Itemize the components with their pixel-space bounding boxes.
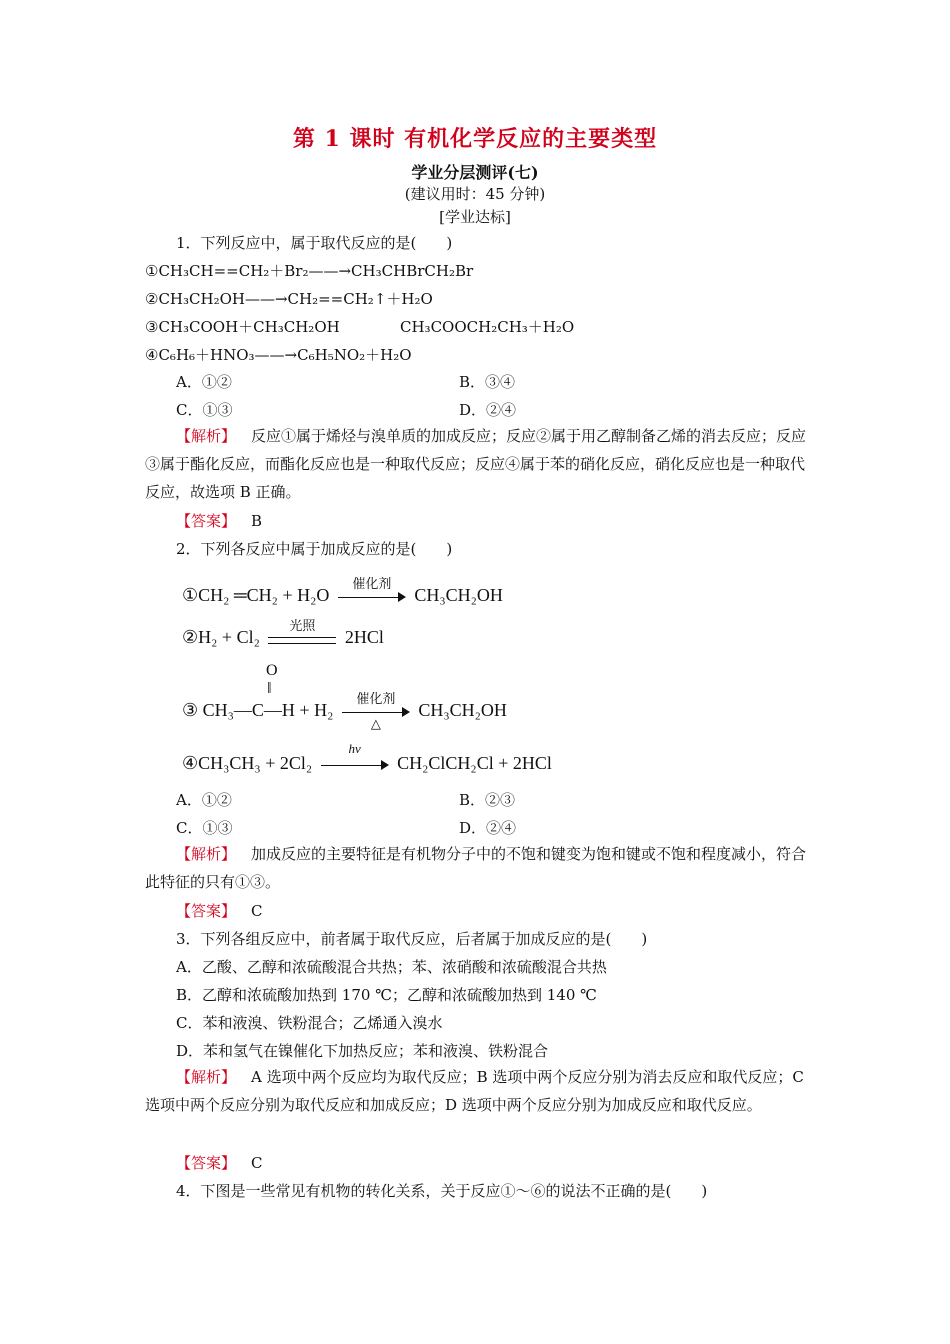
q3-answer	[176, 1152, 263, 1173]
q2-option-b: B．②③	[459, 791, 516, 809]
eq3-right: CH₃CH₂OH	[418, 700, 507, 720]
q3-stem: 3．下列各组反应中，前者属于取代反应，后者属于加成反应的是( )	[176, 930, 648, 948]
q1-reaction-2: ②CH₃CH₂OH——→CH₂==CH₂↑＋H₂O	[145, 290, 433, 308]
q2-equation-2	[182, 618, 384, 649]
q1-answer	[176, 510, 262, 531]
q2-equation-4	[182, 740, 552, 775]
eq1-catalyst: 催化剂	[352, 576, 392, 592]
eq1-left: ①CH₂ ═CH₂ + H₂O	[182, 585, 330, 605]
eq2-left: ②H₂ + Cl₂	[182, 627, 260, 647]
q1-reaction-1: ①CH₃CH==CH₂＋Br₂——→CH₃CHBrCH₂Br	[145, 262, 474, 280]
eq2-double-line	[268, 618, 336, 649]
eq1-arrow	[338, 576, 406, 607]
answer-tag: 【答案】	[176, 902, 237, 920]
analysis-text: A 选项中两个反应均为取代反应；B 选项中两个反应分别为消去反应和取代反应；C 选项中两个反应分别为取代反应和加成反应；D 选项中两个反应分别为加成反应和取代反应。	[145, 1068, 804, 1114]
q2-stem: 2．下列各反应中属于加成反应的是( )	[176, 540, 453, 558]
eq3-double-bond: ‖	[267, 680, 272, 697]
q1-reaction-3-left: ③CH₃COOH＋CH₃CH₂OH	[145, 318, 340, 336]
q3-option-d: D．苯和氢气在镍催化下加热反应；苯和液溴、铁粉混合	[176, 1042, 549, 1060]
q1-reaction-4: ④C₆H₆＋HNO₃——→C₆H₅NO₂＋H₂O	[145, 346, 412, 364]
answer-tag: 【答案】	[176, 1154, 237, 1172]
page-subtitle: 学业分层测评(七)	[411, 163, 539, 182]
q2-option-c: C．①③	[176, 819, 233, 837]
analysis-tag: 【解析】	[176, 427, 237, 445]
q1-option-b: B．③④	[459, 373, 516, 391]
eq3-catalyst: 催化剂	[356, 691, 396, 707]
analysis-text: 反应①属于烯烃与溴单质的加成反应；反应②属于用乙醇制备乙烯的消去反应；反应③属于酯化反应，而酯化反应也是一种取代反应；反应④属于苯的硝化反应，硝化反应也是一种取代反应，故选项 B 正确。	[145, 427, 807, 501]
eq2-condition: 光照	[289, 618, 316, 634]
q4-stem: 4．下图是一些常见有机物的转化关系，关于反应①～⑥的说法不正确的是( )	[176, 1182, 708, 1200]
eq4-left: ④CH₃CH₃ + 2Cl₂	[182, 753, 313, 773]
q2-option-d: D．②④	[459, 819, 517, 837]
eq3-left: ③ CH₃—C—H + H₂	[182, 700, 334, 720]
answer-tag: 【答案】	[176, 512, 237, 530]
analysis-text: 加成反应的主要特征是有机物分子中的不饱和键变为饱和键或不饱和程度减小，符合此特征的只有①③。	[145, 845, 807, 891]
q1-option-c: C．①③	[176, 401, 233, 419]
time-hint: (建议用时：45 分钟)	[404, 185, 546, 203]
analysis-tag: 【解析】	[176, 1068, 237, 1086]
section-heading: [学业达标]	[439, 208, 511, 226]
q1-option-d: D．②④	[459, 401, 517, 419]
analysis-tag: 【解析】	[176, 845, 237, 863]
answer-value: B	[251, 512, 263, 530]
q3-analysis	[145, 1063, 810, 1119]
eq3-oxygen: O	[266, 662, 278, 679]
q1-stem: 1．下列反应中，属于取代反应的是( )	[176, 234, 453, 252]
answer-value: C	[251, 1154, 263, 1172]
eq3-heat: △	[370, 715, 381, 731]
eq4-arrow	[321, 740, 389, 775]
q3-option-b: B．乙醇和浓硫酸加热到 170 ℃；乙醇和浓硫酸加热到 140 ℃	[176, 986, 597, 1004]
q2-equation-3	[182, 691, 507, 731]
q1-analysis	[145, 422, 810, 506]
eq4-light: hν	[348, 740, 361, 756]
q2-equation-1	[182, 576, 503, 607]
q1-reaction-3-right: CH₃COOCH₂CH₃＋H₂O	[400, 318, 575, 336]
q2-answer	[176, 900, 263, 921]
q1-option-a: A．①②	[176, 373, 232, 391]
eq1-right: CH₃CH₂OH	[414, 585, 503, 605]
page-title: 第 1 课时 有机化学反应的主要类型	[292, 126, 658, 152]
q3-option-a: A．乙酸、乙醇和浓硫酸混合共热；苯、浓硝酸和浓硫酸混合共热	[176, 958, 607, 976]
q2-option-a: A．①②	[176, 791, 232, 809]
eq4-right: CH₂ClCH₂Cl + 2HCl	[397, 753, 552, 773]
eq2-right: 2HCl	[344, 627, 384, 647]
answer-value: C	[251, 902, 263, 920]
q2-analysis	[145, 840, 810, 896]
eq3-arrow	[342, 691, 410, 731]
q3-option-c: C．苯和液溴、铁粉混合；乙烯通入溴水	[176, 1014, 443, 1032]
